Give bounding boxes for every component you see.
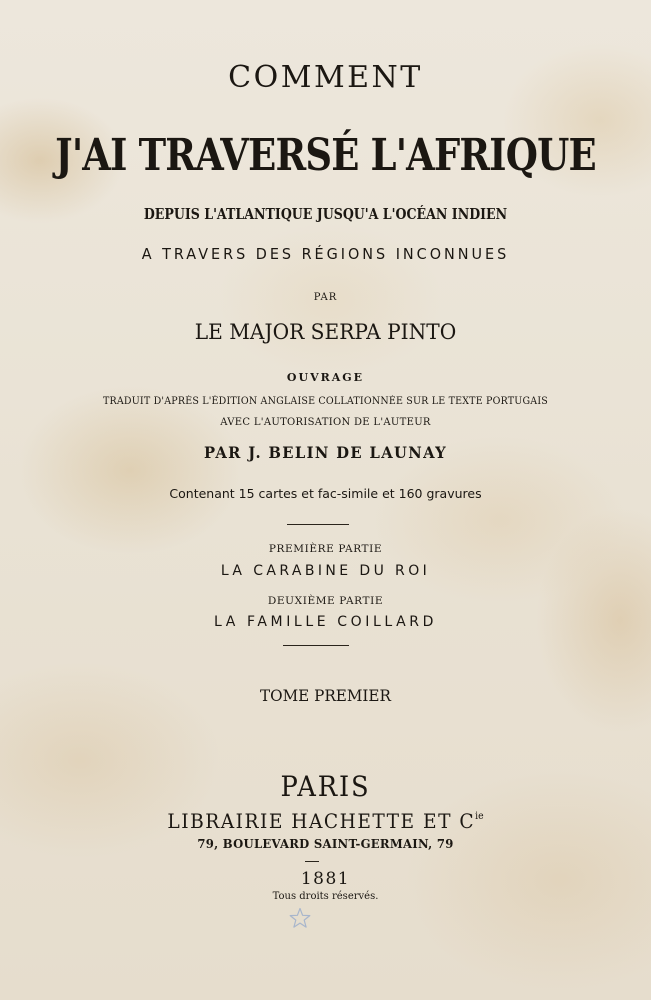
imprint-divider (305, 861, 319, 862)
work-label: OUVRAGE (286, 371, 365, 384)
publisher-name: LIBRAIRIE HACHETTE ET C (167, 809, 476, 833)
title-line-2: J'AI TRAVERSÉ L'AFRIQUE (55, 130, 596, 181)
ornamental-divider-1 (287, 524, 349, 525)
imprint-city: PARIS (280, 770, 371, 803)
translation-note-line-1: TRADUIT D'APRÈS L'ÉDITION ANGLAISE COLLATIONNÉE SUR LE TEXTE PORTUGAIS (103, 396, 548, 407)
subtitle-line-2: A TRAVERS DES RÉGIONS INCONNUES (141, 245, 510, 263)
contents-note: Contenant 15 cartes et fac-simile et 160 gravures (169, 486, 482, 501)
author-name: LE MAJOR SERPA PINTO (194, 320, 457, 344)
rights-notice: Tous droits réservés. (272, 891, 379, 902)
part-1-title: LA CARABINE DU ROI (220, 563, 431, 579)
translation-note-line-2: AVEC L'AUTORISATION DE L'AUTEUR (220, 417, 431, 428)
translator-name: PAR J. BELIN DE LAUNAY (203, 443, 448, 462)
ornamental-divider-2 (283, 645, 349, 646)
part-2-title: LA FAMILLE COILLARD (214, 614, 437, 630)
imprint-publisher (23, 811, 628, 831)
subtitle-line-1: DEPUIS L'ATLANTIQUE JUSQU'A L'OCÉAN INDIEN (143, 205, 508, 223)
star-stamp-icon (289, 907, 311, 929)
imprint-address: 79, BOULEVARD SAINT-GERMAIN, 79 (197, 836, 454, 851)
volume-label: TOME PREMIER (260, 686, 391, 705)
part-2-label: DEUXIÈME PARTIE (267, 595, 384, 607)
imprint-year: 1881 (300, 869, 351, 889)
publisher-superscript: ie (475, 811, 484, 822)
title-line-1: COMMENT (228, 60, 423, 95)
part-1-label: PREMIÈRE PARTIE (268, 543, 383, 555)
by-label: PAR (313, 292, 338, 303)
